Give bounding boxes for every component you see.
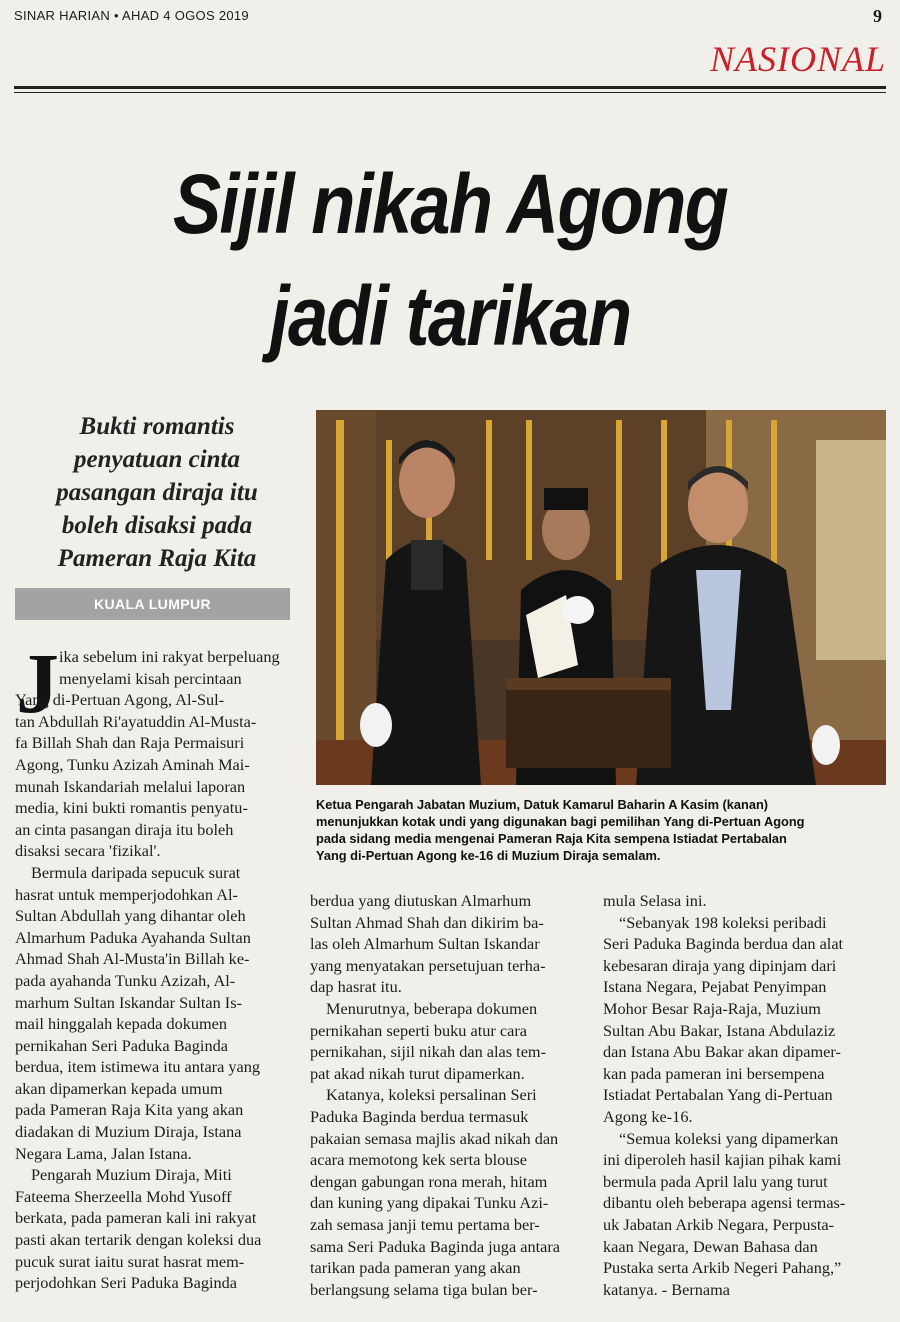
text-line: Seri Paduka Baginda berdua dan alat bbox=[603, 934, 844, 954]
subheadline bbox=[26, 410, 288, 575]
text-line: “Semua koleksi yang dipamerkan bbox=[619, 1128, 839, 1148]
text-line: Katanya, koleksi persalinan Seri bbox=[326, 1085, 537, 1105]
paper-name: SINAR HARIAN bbox=[14, 8, 111, 23]
text-line: ika sebelum ini rakyat berpeluang bbox=[59, 647, 280, 666]
text-line: mail hinggalah kepada dokumen bbox=[15, 1014, 228, 1034]
text-line: yang menyatakan persetujuan terha- bbox=[310, 955, 546, 975]
text-line: perjodohkan Seri Paduka Baginda bbox=[15, 1273, 238, 1293]
text-line: tan Abdullah Ri'ayatuddin Al-Musta- bbox=[15, 711, 257, 731]
text-line: Agong, Tunku Azizah Aminah Mai- bbox=[15, 754, 250, 774]
subhead-line: boleh disaksi pada bbox=[61, 512, 253, 539]
article-column-2 bbox=[310, 890, 590, 1300]
article-column-1 bbox=[15, 646, 295, 1294]
text-line: katanya. - Bernama bbox=[603, 1279, 731, 1299]
text-line: berkata, pada pameran kali ini rakyat bbox=[15, 1208, 257, 1228]
text-line: kan pada pameran ini bersempena bbox=[603, 1063, 825, 1083]
text-line: Sultan Abu Bakar, Istana Abdulaziz bbox=[603, 1020, 836, 1040]
headline-line-2: jadi tarikan bbox=[269, 269, 631, 363]
text-line: pada ayahanda Tunku Azizah, Al- bbox=[15, 970, 236, 990]
text-line: pat akad nikah turut dipamerkan. bbox=[310, 1063, 525, 1083]
text-line: Bermula daripada sepucuk surat bbox=[31, 862, 241, 882]
text-line: Pengarah Muzium Diraja, Miti bbox=[31, 1165, 232, 1185]
text-line: ini diperoleh hasil kajian pihak kami bbox=[603, 1150, 842, 1170]
issue-date: AHAD 4 OGOS 2019 bbox=[122, 8, 249, 23]
text-line: Negara Lama, Jalan Istana. bbox=[15, 1143, 192, 1163]
text-line: pernikahan, sijil nikah dan alas tem- bbox=[310, 1042, 547, 1062]
news-photo bbox=[316, 410, 886, 785]
headline-line-1: Sijil nikah Agong bbox=[172, 157, 728, 251]
text-line: tarikan pada pameran yang akan bbox=[310, 1258, 521, 1278]
photo-illustration bbox=[316, 410, 886, 785]
text-line: dap hasrat itu. bbox=[310, 977, 402, 997]
text-line: Mohor Besar Raja-Raja, Muzium bbox=[603, 998, 821, 1018]
caption-line: Ketua Pengarah Jabatan Muzium, Datuk Kamarul Baharin A Kasim (kanan) bbox=[316, 797, 769, 812]
text-line: diadakan di Muzium Diraja, Istana bbox=[15, 1122, 242, 1142]
text-line: fa Billah Shah dan Raja Permaisuri bbox=[15, 733, 245, 753]
text-line: an cinta pasangan diraja itu boleh bbox=[15, 819, 234, 839]
text-line: Agong ke-16. bbox=[603, 1106, 693, 1126]
text-line: pernikahan Seri Paduka Baginda bbox=[15, 1035, 228, 1055]
subhead-line: Bukti romantis bbox=[79, 413, 235, 440]
text-line: uk Jabatan Arkib Negara, Perpusta- bbox=[603, 1214, 835, 1234]
text-line: Pustaka serta Arkib Negeri Pahang,” bbox=[603, 1258, 842, 1278]
text-line: pernikahan seperti buku atur cara bbox=[310, 1020, 527, 1040]
caption-line: Yang di-Pertuan Agong ke-16 di Muzium Diraja semalam. bbox=[316, 848, 661, 863]
text-line: Paduka Baginda berdua termasuk bbox=[310, 1106, 529, 1126]
subhead-line: Pameran Raja Kita bbox=[57, 545, 257, 572]
text-line: akan dipamerkan kepada umum bbox=[15, 1078, 223, 1098]
text-line: berlangsung selama tiga bulan ber- bbox=[310, 1279, 538, 1299]
text-line: Istiadat Pertabalan Yang di-Pertuan bbox=[603, 1085, 833, 1105]
text-line: Fateema Sherzeella Mohd Yusoff bbox=[15, 1186, 232, 1206]
text-line: acara memotong kek serta blouse bbox=[310, 1150, 527, 1170]
text-line: marhum Sultan Iskandar Sultan Is- bbox=[15, 992, 242, 1012]
text-line: berdua yang diutuskan Almarhum bbox=[310, 891, 532, 910]
text-line: media, kini bukti romantis penyatu- bbox=[15, 798, 248, 818]
text-line: Yang di-Pertuan Agong, Al-Sul- bbox=[15, 690, 225, 710]
drop-cap: J bbox=[16, 635, 59, 731]
text-line: kaan Negara, Dewan Bahasa dan bbox=[603, 1236, 818, 1256]
paper-date-line bbox=[14, 8, 249, 23]
subhead-line: penyatuan cinta bbox=[74, 446, 240, 473]
headline bbox=[115, 148, 786, 372]
text-line: kebesaran diraja yang dipinjam dari bbox=[603, 955, 837, 975]
text-line: zah semasa janji temu pertama ber- bbox=[310, 1214, 540, 1234]
text-line: Sultan Ahmad Shah dan dikirim ba- bbox=[310, 912, 544, 932]
bullet: • bbox=[113, 8, 119, 23]
text-line: Ahmad Shah Al-Musta'in Billah ke- bbox=[15, 949, 250, 969]
text-line: menyelami kisah percintaan bbox=[59, 668, 242, 688]
text-line: Almarhum Paduka Ayahanda Sultan bbox=[15, 927, 251, 947]
text-line: berdua, item istimewa itu antara yang bbox=[15, 1057, 261, 1077]
header-rule-thin bbox=[14, 92, 886, 93]
text-line: hasrat untuk memperjodohkan Al- bbox=[15, 884, 238, 904]
text-line: pakaian semasa majlis akad nikah dan bbox=[310, 1128, 559, 1148]
text-line: “Sebanyak 198 koleksi peribadi bbox=[619, 912, 827, 932]
location-bar: KUALA LUMPUR bbox=[15, 588, 290, 620]
photo-caption bbox=[316, 796, 886, 864]
caption-line: menunjukkan kotak undi yang digunakan bagi pemilihan Yang di-Pertuan Agong bbox=[316, 814, 805, 829]
caption-line: pada sidang media mengenai Pameran Raja Kita sempena Istiadat Pertabalan bbox=[316, 831, 787, 846]
text-line: Menurutnya, beberapa dokumen bbox=[326, 998, 538, 1018]
text-line: dibantu oleh beberapa agensi termas- bbox=[603, 1193, 846, 1213]
header-rule bbox=[14, 86, 886, 89]
text-line: Sultan Abdullah yang dihantar oleh bbox=[15, 906, 246, 926]
text-line: Istana Negara, Pejabat Penyimpan bbox=[603, 977, 827, 997]
text-line: sama Seri Paduka Baginda juga antara bbox=[310, 1236, 561, 1256]
article-column-3 bbox=[603, 890, 888, 1300]
text-line: dan kuning yang dipakai Tunku Azi- bbox=[310, 1193, 549, 1213]
text-line: pada Pameran Raja Kita yang akan bbox=[15, 1100, 244, 1120]
section-name: NASIONAL bbox=[709, 39, 886, 79]
text-line: mula Selasa ini. bbox=[603, 891, 707, 910]
text-line: las oleh Almarhum Sultan Iskandar bbox=[310, 934, 540, 954]
text-line: pasti akan tertarik dengan koleksi dua bbox=[15, 1230, 262, 1250]
text-line: bermula pada April lalu yang turut bbox=[603, 1171, 828, 1191]
text-line: dengan gabungan rona merah, hitam bbox=[310, 1171, 548, 1191]
text-line: disaksi secara 'fizikal'. bbox=[15, 841, 161, 861]
page-number: 9 bbox=[873, 6, 882, 26]
text-line: munah Iskandariah melalui laporan bbox=[15, 776, 246, 796]
text-line: dan Istana Abu Bakar akan dipamer- bbox=[603, 1042, 841, 1062]
text-line: pucuk surat iaitu surat hasrat mem- bbox=[15, 1251, 245, 1271]
masthead bbox=[14, 4, 886, 30]
subhead-line: pasangan diraja itu bbox=[56, 479, 258, 506]
